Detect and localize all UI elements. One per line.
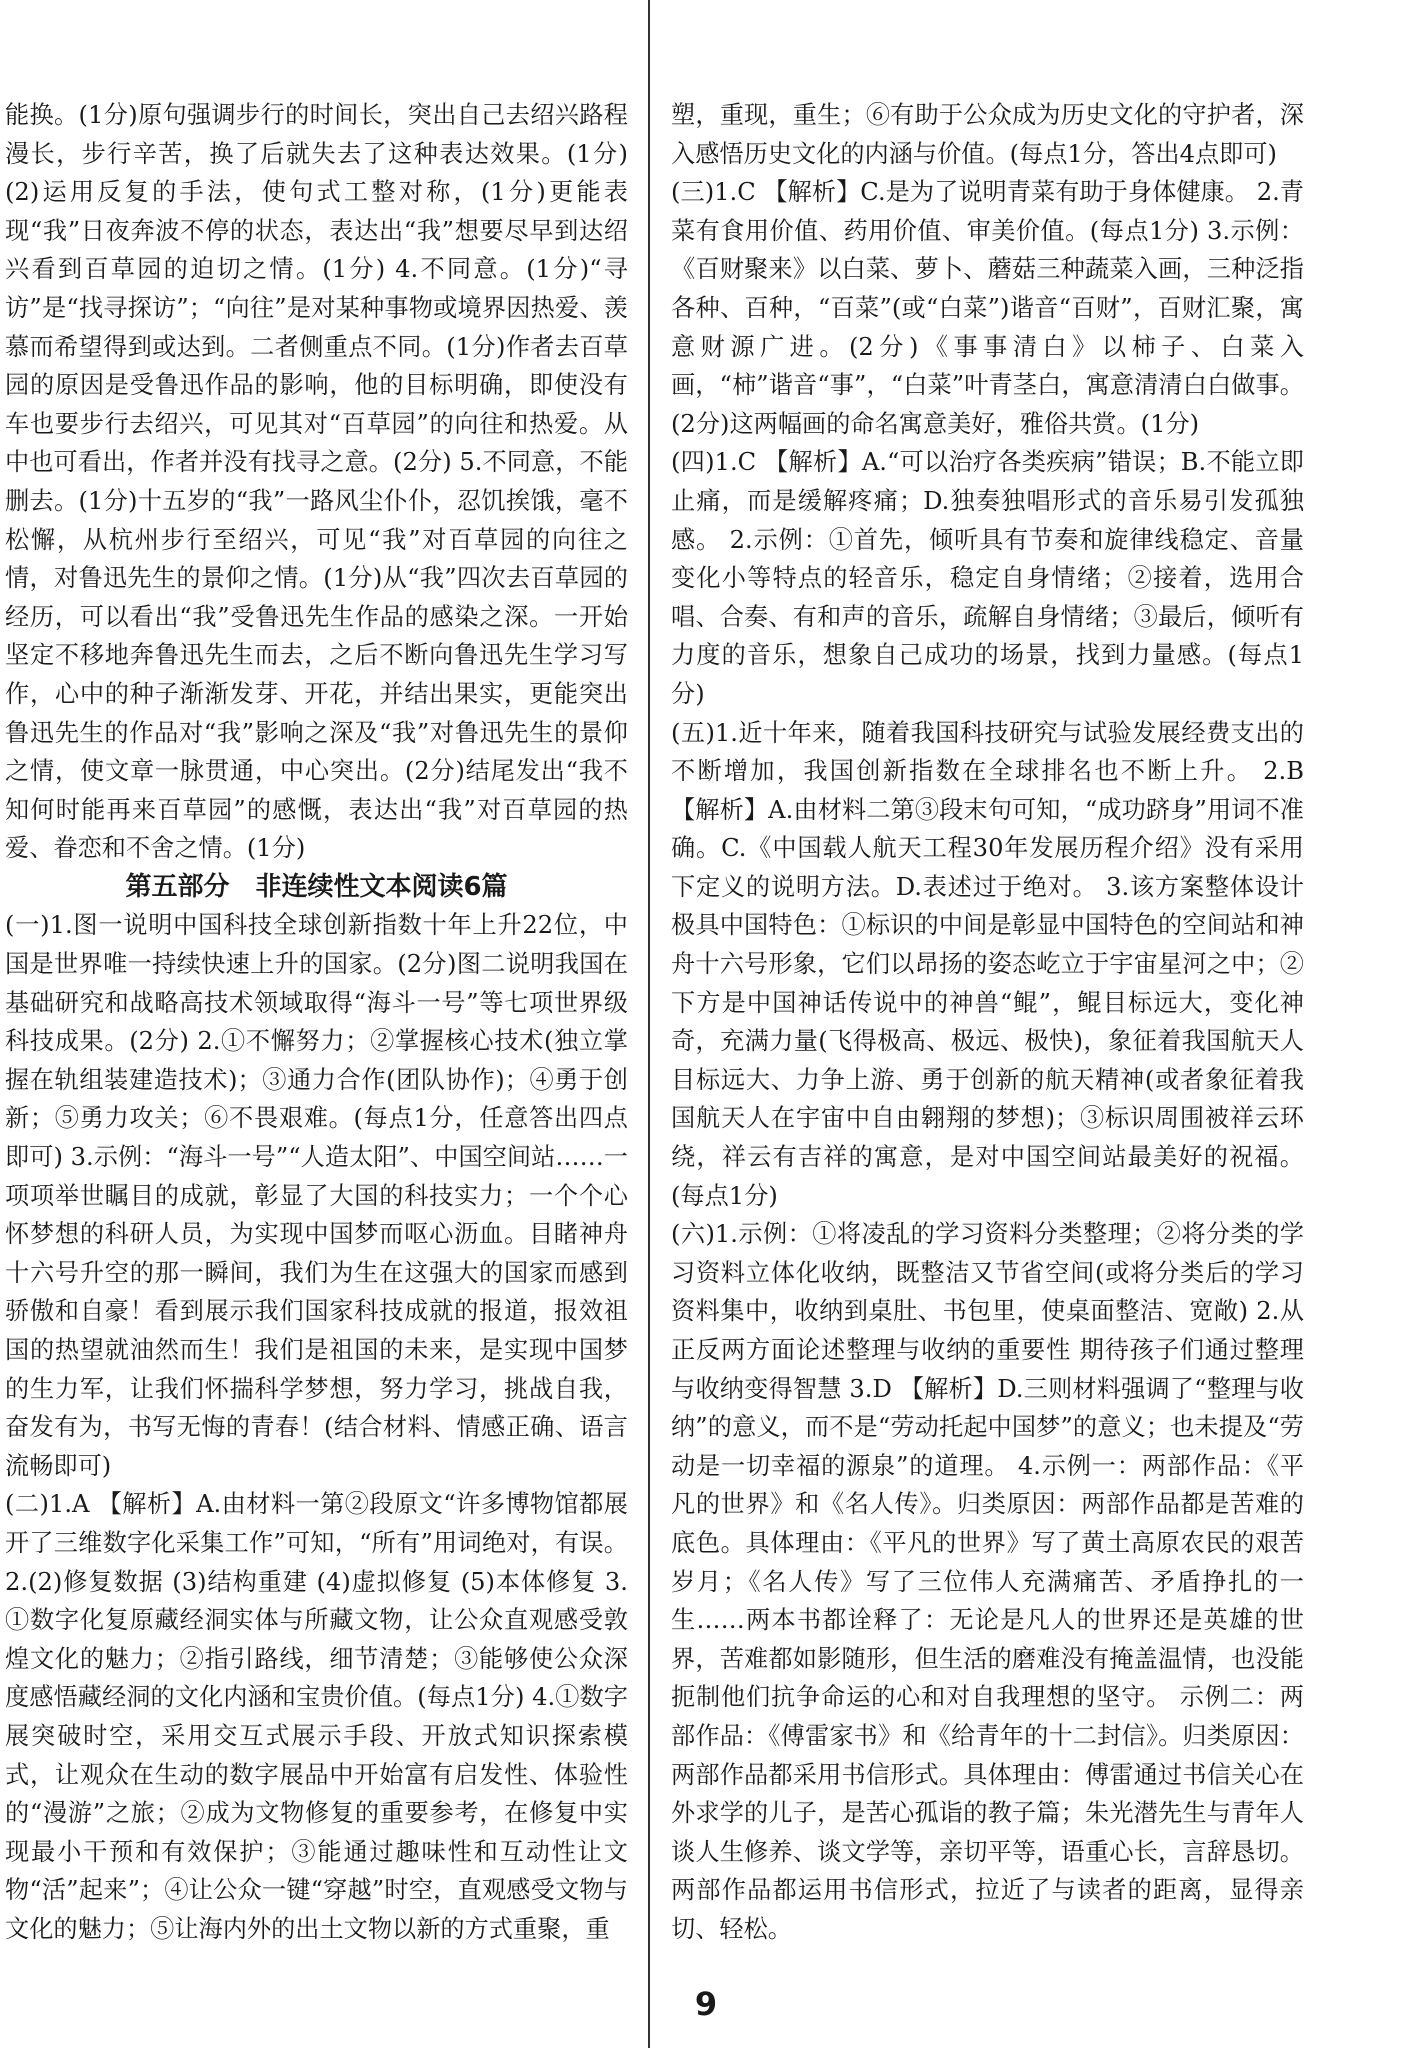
left-column	[5, 96, 628, 1949]
right-column	[671, 96, 1304, 1949]
section-title: 第五部分 非连续性文本阅读6篇	[125, 871, 508, 902]
page-number: 9	[694, 1985, 718, 2023]
column-divider	[648, 0, 650, 2048]
answer-paragraph-2: (二)1.A 【解析】A.由材料一第②段原文“许多博物馆都展开了三维数字化采集工作”可知，“所有”用词绝对，有误。 2.(2)修复数据 (3)结构重建 (4)虚拟修复 (5)本体修复 3.①数字化复原藏经洞实体与所藏文物，让公众直观感受敦煌文化的魅力；②指引路线，细节清楚；③能够使公众深度感悟藏经洞的文化内涵和宝贵价值。(每点1分) 4.①数字展突破时空，采用交互式展示手段、开放式知识探索模式，让观众在生动的数字展品中开始富有启发性、体验性的“漫游”之旅；②成为文物修复的重要参考，在修复中实现最小干预和有效保护；③能通过趣味性和互动性让文物“活”起来”；④让公众一键“穿越”时空，直观感受文物与文化的魅力；⑤让海内外的出土文物以新的方式重聚，重	[5, 1490, 628, 1943]
answer-paragraph-1: (一)1.图一说明中国科技全球创新指数十年上升22位，中国是世界唯一持续快速上升的国家。(2分)图二说明我国在基础研究和战略高技术领域取得“海斗一号”等七项世界级科技成果。(2分) 2.①不懈努力；②掌握核心技术(独立掌握在轨组装建造技术)；③通力合作(团队协作)；④勇于创新；⑤勇力攻关；⑥不畏艰难。(每点1分，任意答出四点即可) 3.示例：“海斗一号”“人造太阳”、中国空间站……一项项举世瞩目的成就，彰显了大国的科技实力；一个个心怀梦想的科研人员，为实现中国梦而呕心沥血。目睹神舟十六号升空的那一瞬间，我们为生在这强大的国家而感到骄傲和自豪！看到展示我们国家科技成就的报道，报效祖国的热望就油然而生！我们是祖国的未来，是实现中国梦的生力军，让我们怀揣科学梦想，努力学习，挑战自我，奋发有为，书写无悔的青春！(结合材料、情感正确、语言流畅即可)	[5, 911, 628, 1480]
answer-paragraph-3: (三)1.C 【解析】C.是为了说明青菜有助于身体健康。 2.青菜有食用价值、药用价值、审美价值。(每点1分) 3.示例：《百财聚来》以白菜、萝卜、蘑菇三种蔬菜入画，三种泛指各种、百种，“百菜”(或“白菜”)谐音“百财”，百财汇聚，寓意财源广进。(2分)《事事清白》以柿子、白菜入画，“柿”谐音“事”，“白菜”叶青茎白，寓意清清白白做事。(2分)这两幅画的命名寓意美好，雅俗共赏。(1分)	[671, 178, 1304, 438]
answer-paragraph-4: (四)1.C 【解析】A.“可以治疗各类疾病”错误；B.不能立即止痛，而是缓解疼痛；D.独奏独唱形式的音乐易引发孤独感。 2.示例：①首先，倾听具有节奏和旋律线稳定、音量变化小等特点的轻音乐，稳定自身情绪；②接着，选用合唱、合奏、有和声的音乐，疏解自身情绪；③最后，倾听有力度的音乐，想象自己成功的场景，找到力量感。(每点1分)	[671, 448, 1304, 708]
answer-paragraph-6: (六)1.示例：①将凌乱的学习资料分类整理；②将分类的学习资料立体化收纳，既整洁又节省空间(或将分类后的学习资料集中，收纳到桌肚、书包里，使桌面整洁、宽敞) 2.从正反两方面论述整理与收纳的重要性 期待孩子们通过整理与收纳变得智慧 3.D 【解析】D.三则材料强调了“整理与收纳”的意义，而不是“劳动托起中国梦”的意义；也未提及“劳动是一切幸福的源泉”的道理。 4.示例一：两部作品：《平凡的世界》和《名人传》。归类原因：两部作品都是苦难的底色。具体理由：《平凡的世界》写了黄土高原农民的艰苦岁月；《名人传》写了三位伟人充满痛苦、矛盾挣扎的一生……两本书都诠释了：无论是凡人的世界还是英雄的世界，苦难都如影随形，但生活的磨难没有掩盖温情，也没能扼制他们抗争命运的心和对自我理想的坚守。 示例二：两部作品：《傅雷家书》和《给青年的十二封信》。归类原因：两部作品都采用书信形式。具体理由：傅雷通过书信关心在外求学的儿子，是苦心孤诣的教子篇；朱光潜先生与青年人谈人生修养、谈文学等，亲切平等，语重心长，言辞恳切。两部作品都运用书信形式，拉近了与读者的距离，显得亲切、轻松。	[671, 1220, 1304, 1943]
answer-paragraph-part4-end: 能换。(1分)原句强调步行的时间长，突出自己去绍兴路程漫长，步行辛苦，换了后就失去了这种表达效果。(1分) (2)运用反复的手法，使句式工整对称，(1分)更能表现“我”日夜奔波不停的状态，表达出“我”想要尽早到达绍兴看到百草园的迫切之情。(1分) 4.不同意。(1分)“寻访”是“找寻探访”；“向往”是对某种事物或境界因热爱、羡慕而希望得到或达到。二者侧重点不同。(1分)作者去百草园的原因是受鲁迅作品的影响，他的目标明确，即使没有车也要步行去绍兴，可见其对“百草园”的向往和热爱。从中也可看出，作者并没有找寻之意。(2分) 5.不同意，不能删去。(1分)十五岁的“我”一路风尘仆仆，忍饥挨饿，毫不松懈，从杭州步行至绍兴，可见“我”对百草园的向往之情，对鲁迅先生的景仰之情。(1分)从“我”四次去百草园的经历，可以看出“我”受鲁迅先生作品的感染之深。一开始坚定不移地奔鲁迅先生而去，之后不断向鲁迅先生学习写作，心中的种子渐渐发芽、开花，并结出果实，更能突出鲁迅先生的作品对“我”影响之深及“我”对鲁迅先生的景仰之情，使文章一脉贯通，中心突出。(2分)结尾发出“我不知何时能再来百草园”的感慨，表达出“我”对百草园的热爱、眷恋和不舍之情。(1分)	[5, 101, 628, 863]
answer-paragraph-5: (五)1.近十年来，随着我国科技研究与试验发展经费支出的不断增加，我国创新指数在全球排名也不断上升。 2.B 【解析】A.由材料二第③段末句可知，“成功跻身”用词不准确。C.《中国载人航天工程30年发展历程介绍》没有采用下定义的说明方法。D.表述过于绝对。 3.该方案整体设计极具中国特色：①标识的中间是彰显中国特色的空间站和神舟十六号形象，它们以昂扬的姿态屹立于宇宙星河之中；②下方是中国神话传说中的神兽“鲲”，鲲目标远大，变化神奇，充满力量(飞得极高、极远、极快)，象征着我国航天人目标远大、力争上游、勇于创新的航天精神(或者象征着我国航天人在宇宙中自由翱翔的梦想)；③标识周围被祥云环绕，祥云有吉祥的寓意，是对中国空间站最美好的祝福。(每点1分)	[671, 718, 1304, 1210]
answer-paragraph-2-cont: 塑，重现，重生；⑥有助于公众成为历史文化的守护者，深入感悟历史文化的内涵与价值。(每点1分，答出4点即可)	[671, 101, 1304, 168]
